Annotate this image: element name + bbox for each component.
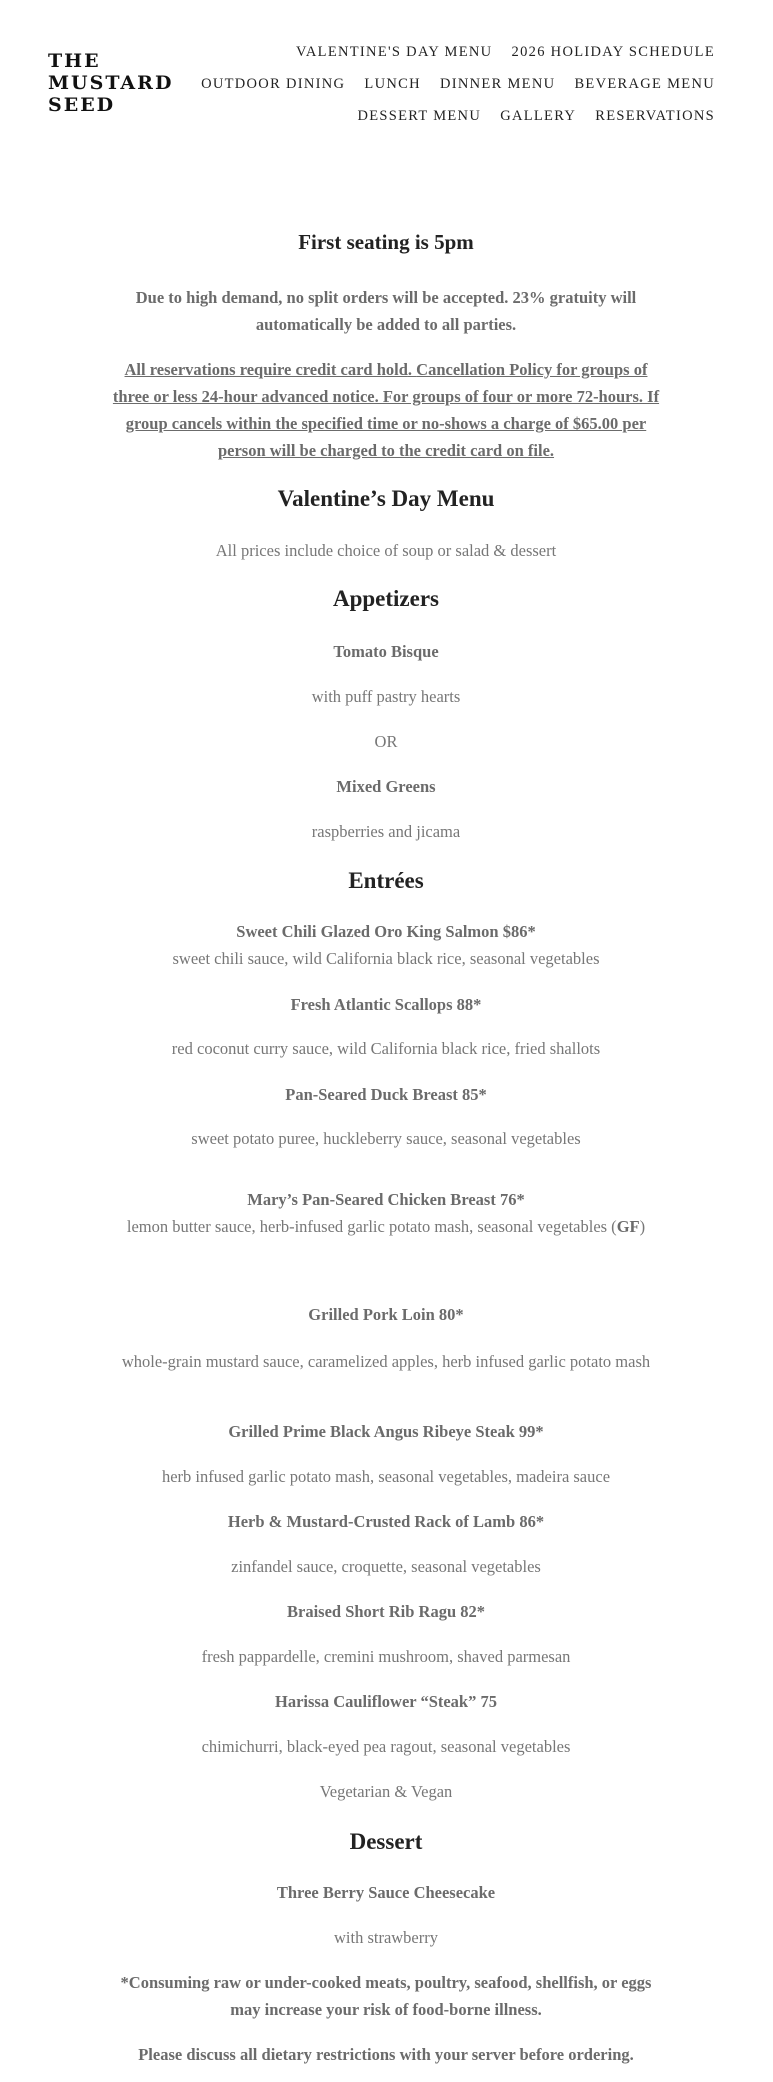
seating-heading: First seating is 5pm	[298, 230, 474, 254]
credit-card-hold-link[interactable]: All reservations require credit card hold	[124, 360, 408, 379]
veg-note: Vegetarian & Vegan	[319, 1782, 453, 1801]
entree-name: Fresh Atlantic Scallops 88*	[290, 995, 482, 1014]
dessert-desc: with strawberry	[333, 1928, 438, 1947]
menu-title: Valentine’s Day Menu	[277, 486, 495, 511]
nav-valentines-day-menu[interactable]: VALENTINE'S DAY MENU	[296, 44, 493, 60]
nav-holiday-schedule[interactable]: 2026 HOLIDAY SCHEDULE	[511, 44, 715, 60]
entree-desc: whole-grain mustard sauce, caramelized apples, herb infused garlic potato mash	[121, 1352, 651, 1371]
reservation-policy	[105, 356, 667, 464]
gluten-free-tag: GF	[616, 1217, 640, 1236]
menu-subtitle: All prices include choice of soup or salad & dessert	[215, 541, 557, 560]
entree-name: Harissa Cauliflower “Steak” 75	[275, 1692, 497, 1711]
appetizers-heading: Appetizers	[332, 586, 440, 611]
entree-name: Braised Short Rib Ragu 82*	[286, 1602, 486, 1621]
logo-line-2: MUSTARD	[48, 72, 174, 94]
entree-name: Mary’s Pan-Seared Chicken Breast 76*	[247, 1190, 525, 1209]
nav-beverage-menu[interactable]: BEVERAGE MENU	[574, 76, 715, 92]
dessert-heading: Dessert	[349, 1829, 423, 1854]
nav-lunch[interactable]: LUNCH	[364, 76, 421, 92]
entree-desc: zinfandel sauce, croquette, seasonal vegetables	[231, 1557, 541, 1576]
nav-reservations[interactable]: RESERVATIONS	[595, 108, 715, 124]
entree-name: Grilled Prime Black Angus Ribeye Steak 99*	[228, 1422, 544, 1441]
entree-desc	[105, 1213, 667, 1240]
appetizer-desc: with puff pastry hearts	[311, 687, 461, 706]
entree-desc: sweet potato puree, huckleberry sauce, seasonal vegetables	[191, 1129, 581, 1148]
nav-dessert-menu[interactable]: DESSERT MENU	[357, 108, 482, 124]
food-safety-warning: *Consuming raw or under-cooked meats, poultry, seafood, shellfish, or eggs may increase your risk of food-borne illness.	[120, 1973, 652, 2019]
logo-line-3: SEED	[48, 94, 116, 116]
demand-notice: Due to high demand, no split orders will be accepted. 23% gratuity will automatically be added to all parties.	[135, 288, 637, 334]
entree-name: Grilled Pork Loin 80*	[308, 1305, 464, 1324]
appetizer-name: Tomato Bisque	[333, 642, 439, 661]
entrees-heading: Entrées	[348, 868, 424, 893]
entree-name: Herb & Mustard-Crusted Rack of Lamb 86*	[227, 1512, 545, 1531]
menu-content	[105, 0, 667, 2082]
nav-gallery[interactable]: GALLERY	[500, 108, 577, 124]
logo-line-1: THE	[48, 50, 101, 72]
entree-name: Sweet Chili Glazed Oro King Salmon $86*	[236, 922, 536, 941]
entree-name: Pan-Seared Duck Breast 85*	[285, 1085, 487, 1104]
entree-desc-close: )	[639, 1217, 646, 1236]
dietary-notice: Please discuss all dietary restrictions with your server before ordering.	[138, 2045, 634, 2064]
entree-desc: chimichurri, black-eyed pea ragout, seasonal vegetables	[201, 1737, 571, 1756]
nav-dinner-menu[interactable]: DINNER MENU	[439, 76, 556, 92]
policy-period: .	[407, 360, 417, 379]
entree-desc: fresh pappardelle, cremini mushroom, shaved parmesan	[201, 1647, 571, 1666]
nav-outdoor-dining[interactable]: OUTDOOR DINING	[201, 76, 346, 92]
cancellation-policy-link[interactable]: Cancellation Policy for groups of three or less 24-hour advanced notice. For groups of four or more 72-hours. If group cancels within the specified time or no-shows a charge of $65.00 per person will be charged to the credit card on file.	[112, 360, 660, 460]
appetizer-desc: raspberries and jicama	[311, 822, 461, 841]
appetizer-name: Mixed Greens	[336, 777, 436, 796]
appetizer-or: OR	[374, 732, 398, 751]
entree-desc: herb infused garlic potato mash, seasonal vegetables, madeira sauce	[161, 1467, 611, 1486]
entree-desc-text: lemon butter sauce, herb-infused garlic potato mash, seasonal vegetables (	[126, 1217, 617, 1236]
dessert-name: Three Berry Sauce Cheesecake	[276, 1883, 496, 1902]
entree-desc: sweet chili sauce, wild California black rice, seasonal vegetables	[172, 949, 600, 968]
entree-desc: red coconut curry sauce, wild California black rice, fried shallots	[171, 1039, 601, 1058]
